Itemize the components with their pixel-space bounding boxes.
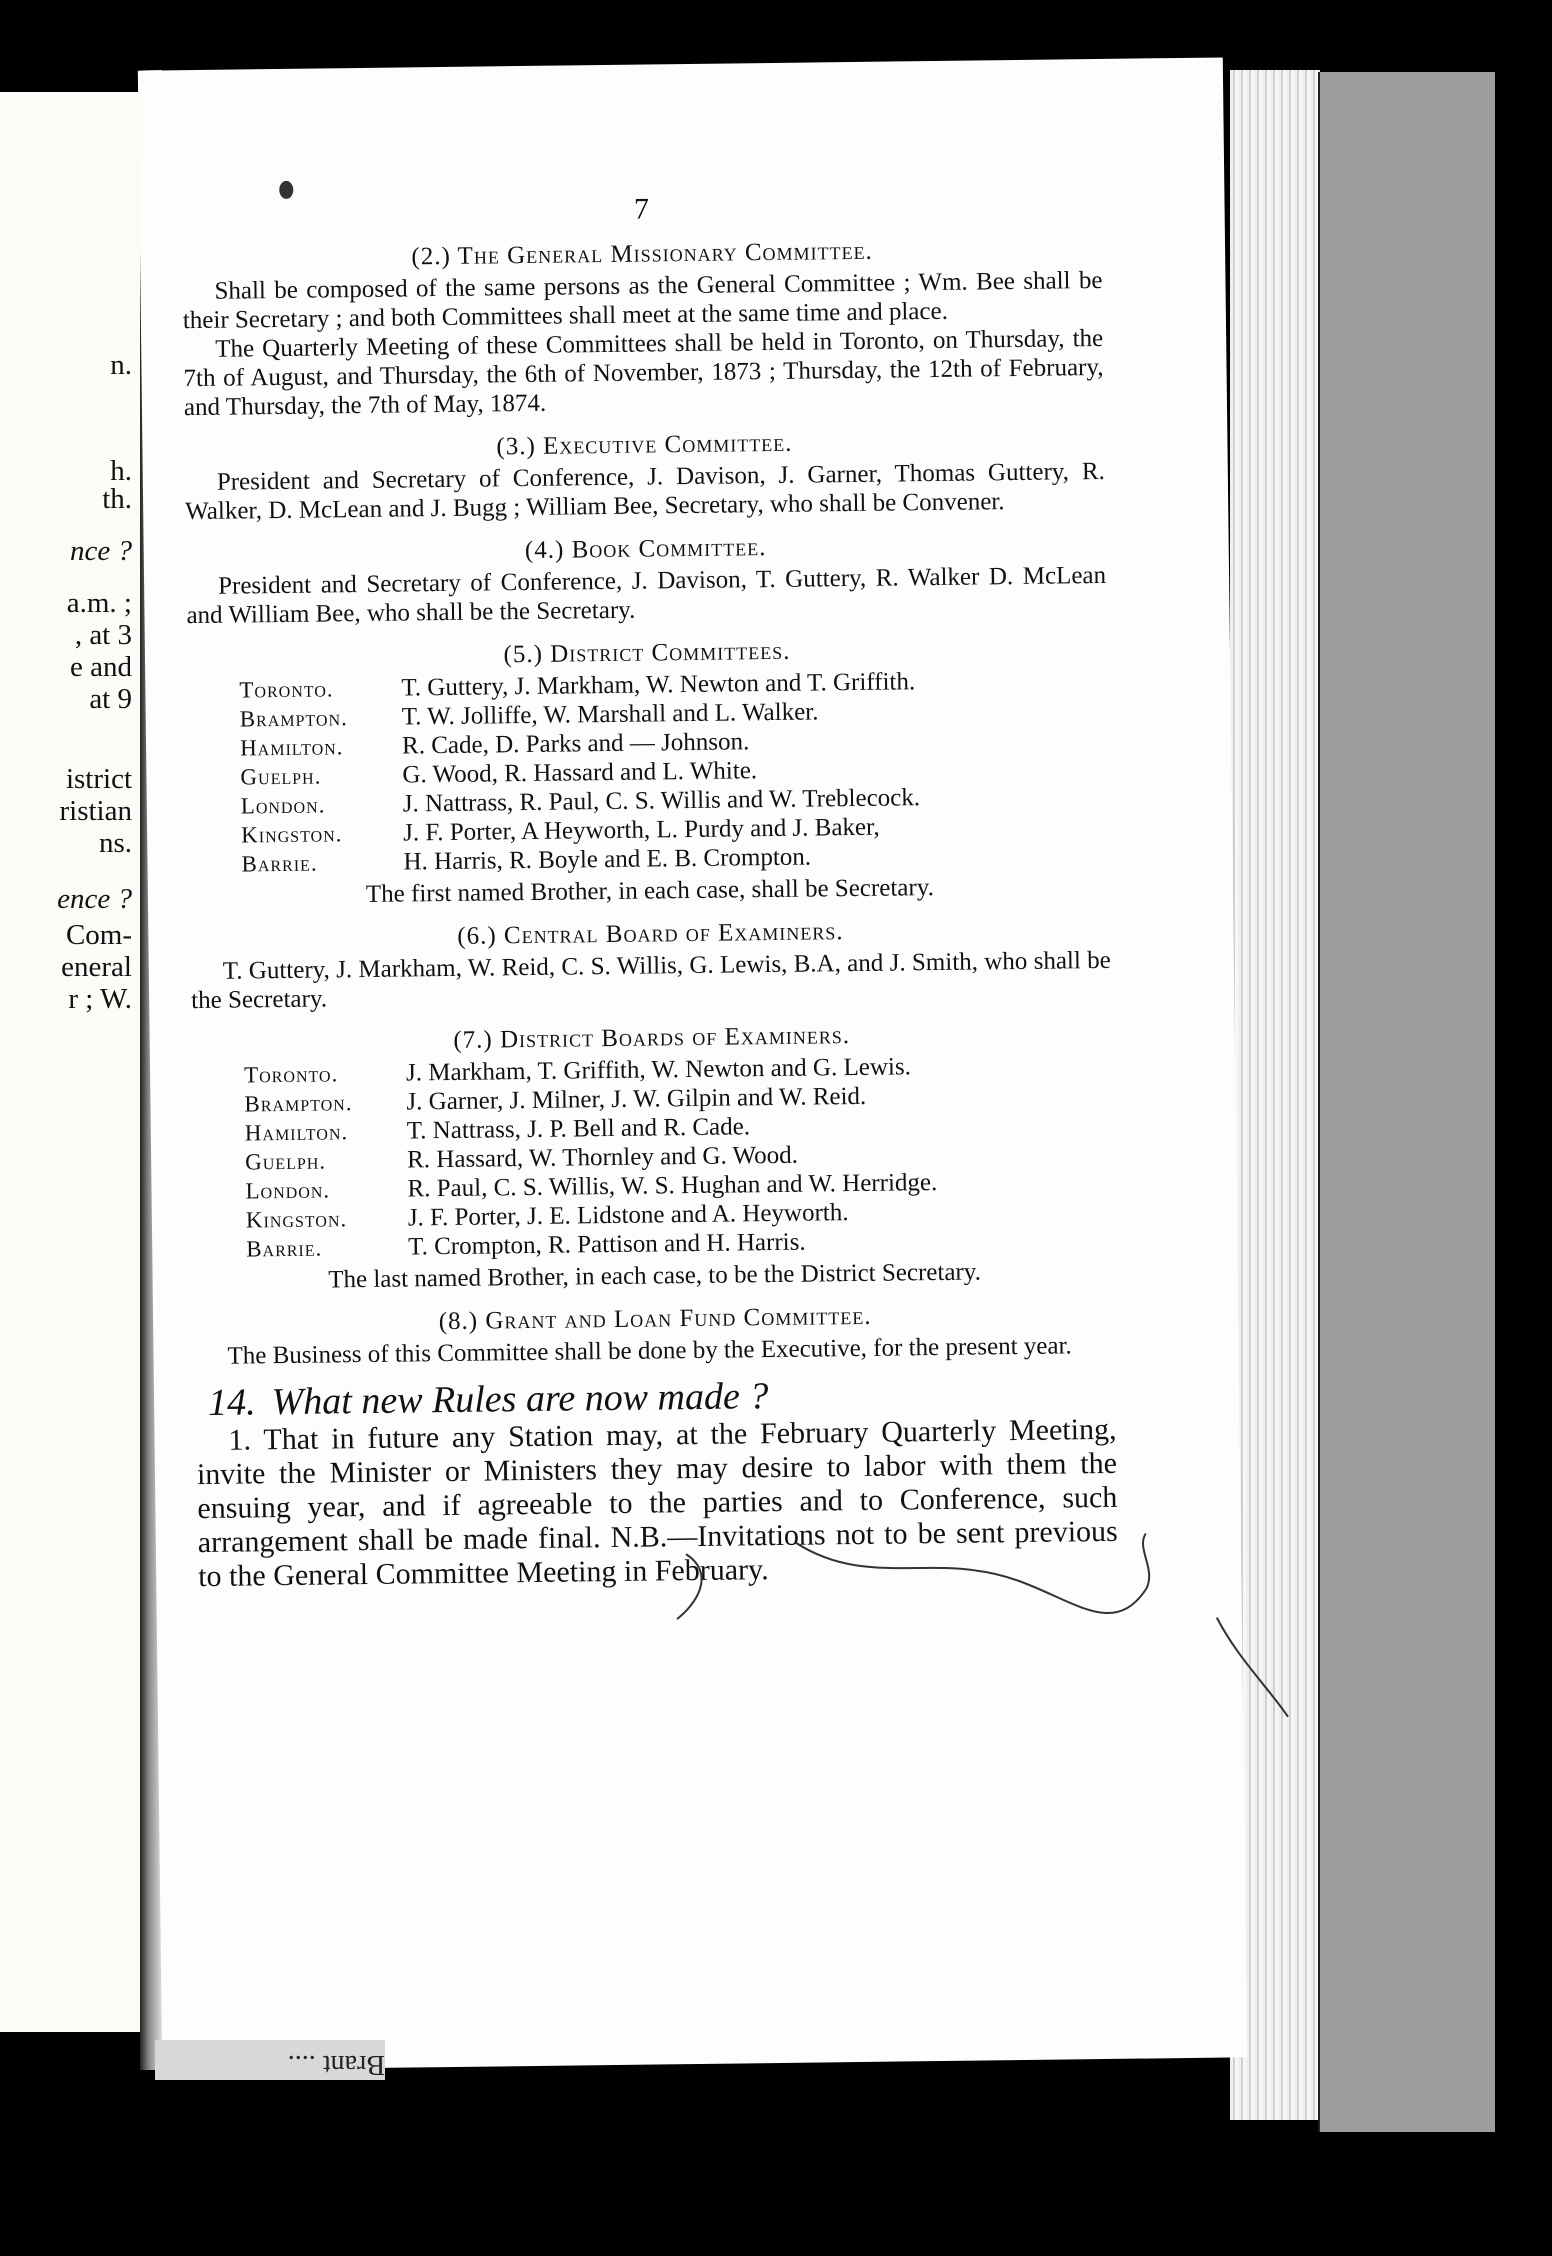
left-page-fragment: r ; W. bbox=[68, 983, 132, 1015]
district-name: London. bbox=[240, 792, 326, 819]
section-paragraph: The Business of this Committee shall be done by the Executive, for the present year. bbox=[227, 1332, 1072, 1370]
question-text: What new Rules are now made ? bbox=[271, 1375, 769, 1424]
district-name: Hamilton. bbox=[244, 1119, 349, 1146]
left-page-fragment: a.m. ; bbox=[66, 587, 132, 619]
spine-stamp: Brant .... bbox=[155, 2040, 385, 2080]
section-heading: (6.) Central Board of Examiners. bbox=[457, 918, 844, 950]
left-page-fragment: eneral bbox=[61, 951, 132, 983]
left-page-fragment: ns. bbox=[98, 827, 132, 859]
district-name: Guelph. bbox=[245, 1148, 327, 1175]
district-name: Barrie. bbox=[241, 850, 318, 877]
member-names: J. Nattrass, R. Paul, C. S. Willis and W. Treblecock. bbox=[402, 784, 921, 818]
left-page-fragment: ristian bbox=[59, 795, 132, 827]
rule-paragraph: 1. That in future any Station may, at the February Quarterly Meeting, invite the Minister or Ministers they may desire to labor with them the ensuing year, and if agreeable to the parties and to Conference, such arrangement shall be made final. N.B.—Invitations not to be sent previous to the General Committee Meeting in February. bbox=[196, 1412, 1118, 1594]
district-name: Brampton. bbox=[244, 1090, 353, 1117]
left-facing-page bbox=[0, 92, 140, 2032]
page-number: 7 bbox=[633, 192, 650, 226]
section-paragraph: T. Guttery, J. Markham, W. Reid, C. S. Willis, G. Lewis, B.A, and J. Smith, who shall be the Secretary. bbox=[191, 946, 1111, 1015]
left-page-fragment: Com- bbox=[65, 919, 132, 951]
district-name: Guelph. bbox=[240, 763, 322, 790]
district-name: Barrie. bbox=[246, 1235, 323, 1262]
section-note: The last named Brother, in each case, to be the District Secretary. bbox=[328, 1258, 982, 1294]
district-name: Toronto. bbox=[239, 676, 334, 703]
section-heading: (4.) Book Committee. bbox=[524, 534, 767, 565]
left-page-fragment: , at 3 bbox=[74, 619, 132, 651]
section-heading: (2.) The General Missionary Committee. bbox=[411, 237, 873, 271]
member-names: R. Hassard, W. Thornley and G. Wood. bbox=[406, 1141, 799, 1174]
member-names: J. Markham, T. Griffith, W. Newton and G. Lewis. bbox=[405, 1053, 912, 1087]
member-names: T. Crompton, R. Pattison and H. Harris. bbox=[408, 1228, 806, 1261]
district-committees-list bbox=[239, 665, 1109, 879]
book-cover bbox=[1320, 72, 1495, 2132]
section-heading: (3.) Executive Committee. bbox=[496, 429, 793, 461]
left-page-fragment: th. bbox=[102, 483, 132, 515]
member-names: T. Nattrass, J. P. Bell and R. Cade. bbox=[406, 1113, 751, 1145]
left-page-fragment: at 9 bbox=[89, 683, 132, 715]
member-names: J. F. Porter, A Heyworth, L. Purdy and J. Baker, bbox=[402, 813, 880, 847]
section-heading: (7.) District Boards of Examiners. bbox=[453, 1022, 851, 1054]
district-examiners-list bbox=[244, 1050, 1114, 1264]
left-page-fragment: h. bbox=[110, 455, 132, 487]
member-names: J. Garner, J. Milner, J. W. Gilpin and W. Reid. bbox=[406, 1082, 867, 1116]
page-content bbox=[181, 189, 1118, 1594]
left-page-fragment: n. bbox=[110, 349, 132, 381]
right-page bbox=[138, 57, 1247, 2070]
section-paragraph: President and Secretary of Conference, J. Davison, T. Guttery, R. Walker D. McLean and William Bee, who shall be the Secretary. bbox=[186, 561, 1107, 630]
district-name: Toronto. bbox=[243, 1061, 339, 1088]
district-name: London. bbox=[245, 1177, 331, 1204]
question-number: 14. bbox=[207, 1381, 256, 1424]
section-paragraph: President and Secretary of Conference, J. Davison, J. Garner, Thomas Guttery, R. Walker, D. McLean and J. Bugg ; William Bee, Secretary, who shall be Convener. bbox=[185, 457, 1105, 526]
section-paragraph: The Quarterly Meeting of these Committees shall be held in Toronto, on Thursday, the 7th of August, and Thursday, the 6th of November, 1873 ; Thursday, the 12th of February, and Thursday, the 7th of May, 1874. bbox=[183, 324, 1104, 422]
pencil-marks bbox=[676, 1517, 1299, 1775]
section-note: The first named Brother, in each case, shall be Secretary. bbox=[365, 874, 935, 908]
left-page-fragment: nce ? bbox=[70, 535, 132, 567]
section-heading: (5.) District Committees. bbox=[503, 637, 791, 669]
member-names: R. Paul, C. S. Willis, W. S. Hughan and W. Herridge. bbox=[407, 1169, 938, 1203]
member-names: J. F. Porter, J. E. Lidstone and A. Heyworth. bbox=[407, 1199, 849, 1232]
left-page-fragment: ence ? bbox=[57, 883, 132, 915]
district-name: Hamilton. bbox=[239, 734, 344, 761]
section-paragraph: Shall be composed of the same persons as the General Committee ; Wm. Bee shall be their Secretary ; and both Committees shall meet at the same time and place. bbox=[182, 266, 1103, 335]
section-heading: (8.) Grant and Loan Fund Committee. bbox=[438, 1302, 872, 1336]
district-name: Brampton. bbox=[239, 705, 348, 732]
left-page-fragment: e and bbox=[70, 651, 132, 683]
member-names: R. Cade, D. Parks and — Johnson. bbox=[401, 728, 750, 760]
district-name: Kingston. bbox=[245, 1206, 348, 1233]
member-names: G. Wood, R. Hassard and L. White. bbox=[402, 757, 758, 789]
ink-blot-icon bbox=[279, 181, 293, 199]
district-name: Kingston. bbox=[241, 821, 343, 848]
left-page-fragment: istrict bbox=[65, 763, 132, 795]
member-names: T. Guttery, J. Markham, W. Newton and T. Griffith. bbox=[401, 668, 916, 702]
member-names: T. W. Jolliffe, W. Marshall and L. Walker. bbox=[401, 698, 819, 731]
member-names: H. Harris, R. Boyle and E. B. Crompton. bbox=[403, 843, 812, 876]
question-heading bbox=[207, 1375, 1116, 1424]
